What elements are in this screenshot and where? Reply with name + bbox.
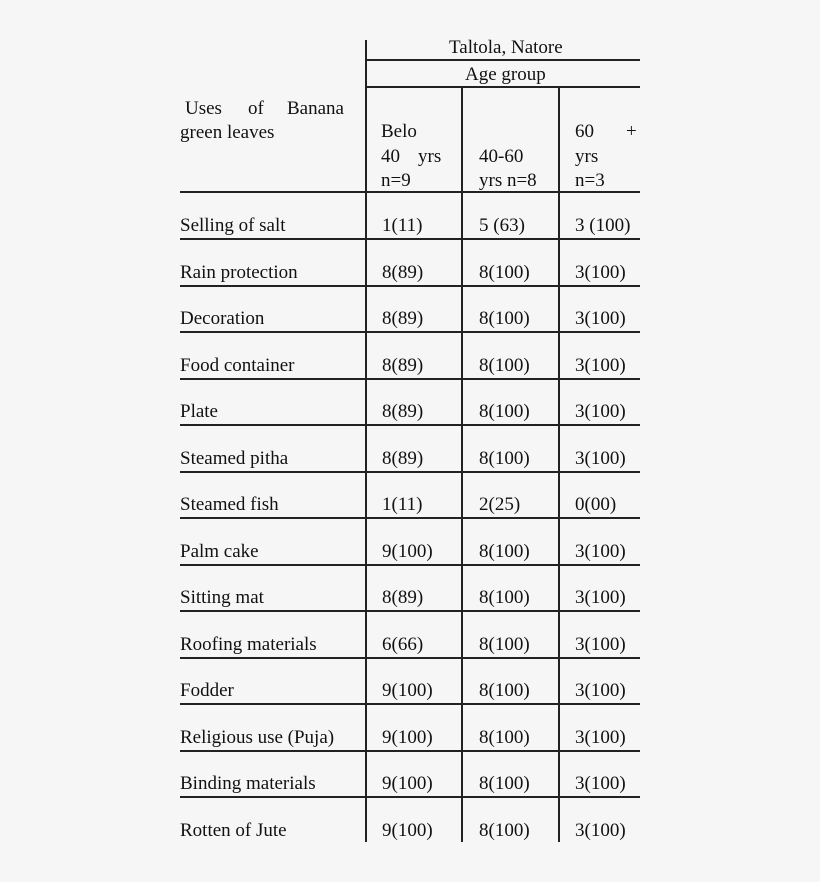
use-cell: Binding materials — [180, 773, 316, 794]
col2-header-line-1: 40-60 — [479, 146, 524, 167]
row-rule — [180, 610, 640, 612]
below40-cell: 8(89) — [382, 448, 424, 469]
above60-cell: 3(100) — [575, 773, 626, 794]
use-cell: Rain protection — [180, 262, 298, 283]
row-rule — [180, 238, 640, 240]
col3-header-line-3: n=3 — [575, 170, 605, 191]
above60-cell: 3(100) — [575, 401, 626, 422]
col3-header-line-1b: + — [626, 121, 637, 142]
row-rule — [180, 378, 640, 380]
above60-cell: 3(100) — [575, 355, 626, 376]
below40-cell: 8(89) — [382, 355, 424, 376]
use-cell: Selling of salt — [180, 215, 286, 236]
below40-cell: 8(89) — [382, 401, 424, 422]
age40-60-cell: 8(100) — [479, 262, 530, 283]
use-cell: Palm cake — [180, 541, 259, 562]
below40-cell: 8(89) — [382, 262, 424, 283]
row-rule — [180, 564, 640, 566]
use-cell: Steamed pitha — [180, 448, 289, 469]
age40-60-cell: 8(100) — [479, 634, 530, 655]
row-rule — [180, 517, 640, 519]
col1-header-line-1: Belo — [381, 121, 417, 142]
use-cell: Religious use (Puja) — [180, 727, 335, 748]
table-row — [0, 633, 820, 679]
header-rule-location — [366, 59, 640, 61]
table-row — [0, 493, 820, 539]
col1-header-line-3: n=9 — [381, 170, 411, 191]
above60-cell: 3(100) — [575, 541, 626, 562]
age40-60-cell: 8(100) — [479, 680, 530, 701]
header-rule-bottom — [180, 191, 640, 193]
table-row — [0, 726, 820, 772]
table-row — [0, 679, 820, 725]
location-header: Taltola, Natore — [449, 37, 563, 58]
age40-60-cell: 8(100) — [479, 401, 530, 422]
table-row — [0, 819, 820, 865]
table-row — [0, 586, 820, 632]
below40-cell: 1(11) — [382, 494, 423, 515]
row-rule — [180, 471, 640, 473]
above60-cell: 3(100) — [575, 308, 626, 329]
col1-header-line-2a: 40 — [381, 146, 400, 167]
age40-60-cell: 8(100) — [479, 820, 530, 841]
use-cell: Decoration — [180, 308, 265, 329]
use-cell: Roofing materials — [180, 634, 317, 655]
row-rule — [180, 424, 640, 426]
table-row — [0, 307, 820, 353]
above60-cell: 3(100) — [575, 587, 626, 608]
col2-header-line-2: yrs n=8 — [479, 170, 537, 191]
row-rule — [180, 285, 640, 287]
uses-header-word-3: Banana — [287, 98, 344, 119]
age-group-header: Age group — [465, 64, 546, 85]
row-rule — [180, 657, 640, 659]
row-rule — [180, 703, 640, 705]
below40-cell: 9(100) — [382, 773, 433, 794]
below40-cell: 6(66) — [382, 634, 424, 655]
below40-cell: 9(100) — [382, 820, 433, 841]
row-rule — [180, 796, 640, 798]
use-cell: Rotten of Jute — [180, 820, 287, 841]
uses-header-word-1: Uses — [185, 98, 222, 119]
age40-60-cell: 2(25) — [479, 494, 521, 515]
below40-cell: 9(100) — [382, 541, 433, 562]
age40-60-cell: 5 (63) — [479, 215, 525, 236]
below40-cell: 9(100) — [382, 680, 433, 701]
use-cell: Plate — [180, 401, 218, 422]
above60-cell: 3(100) — [575, 727, 626, 748]
above60-cell: 3(100) — [575, 680, 626, 701]
use-cell: Food container — [180, 355, 295, 376]
uses-header-line-2: green leaves — [180, 122, 275, 143]
above60-cell: 3(100) — [575, 448, 626, 469]
table-row — [0, 214, 820, 260]
use-cell: Sitting mat — [180, 587, 264, 608]
use-cell: Fodder — [180, 680, 234, 701]
below40-cell: 8(89) — [382, 587, 424, 608]
table-row — [0, 447, 820, 493]
above60-cell: 3(100) — [575, 262, 626, 283]
header-rule-age-group — [366, 86, 640, 88]
table-row — [0, 354, 820, 400]
use-cell: Steamed fish — [180, 494, 279, 515]
row-rule — [180, 750, 640, 752]
age40-60-cell: 8(100) — [479, 587, 530, 608]
uses-header-word-2: of — [248, 98, 264, 119]
table-row — [0, 400, 820, 446]
above60-cell: 3 (100) — [575, 215, 631, 236]
below40-cell: 8(89) — [382, 308, 424, 329]
col1-header-line-2b: yrs — [418, 146, 442, 167]
below40-cell: 9(100) — [382, 727, 433, 748]
row-rule — [180, 331, 640, 333]
table-row — [0, 772, 820, 818]
age40-60-cell: 8(100) — [479, 355, 530, 376]
age40-60-cell: 8(100) — [479, 773, 530, 794]
age40-60-cell: 8(100) — [479, 308, 530, 329]
above60-cell: 3(100) — [575, 634, 626, 655]
age40-60-cell: 8(100) — [479, 448, 530, 469]
col3-header-line-1a: 60 — [575, 121, 594, 142]
table-row — [0, 540, 820, 586]
table-row — [0, 261, 820, 307]
below40-cell: 1(11) — [382, 215, 423, 236]
above60-cell: 0(00) — [575, 494, 617, 515]
above60-cell: 3(100) — [575, 820, 626, 841]
col3-header-line-2: yrs — [575, 146, 599, 167]
age40-60-cell: 8(100) — [479, 541, 530, 562]
age40-60-cell: 8(100) — [479, 727, 530, 748]
